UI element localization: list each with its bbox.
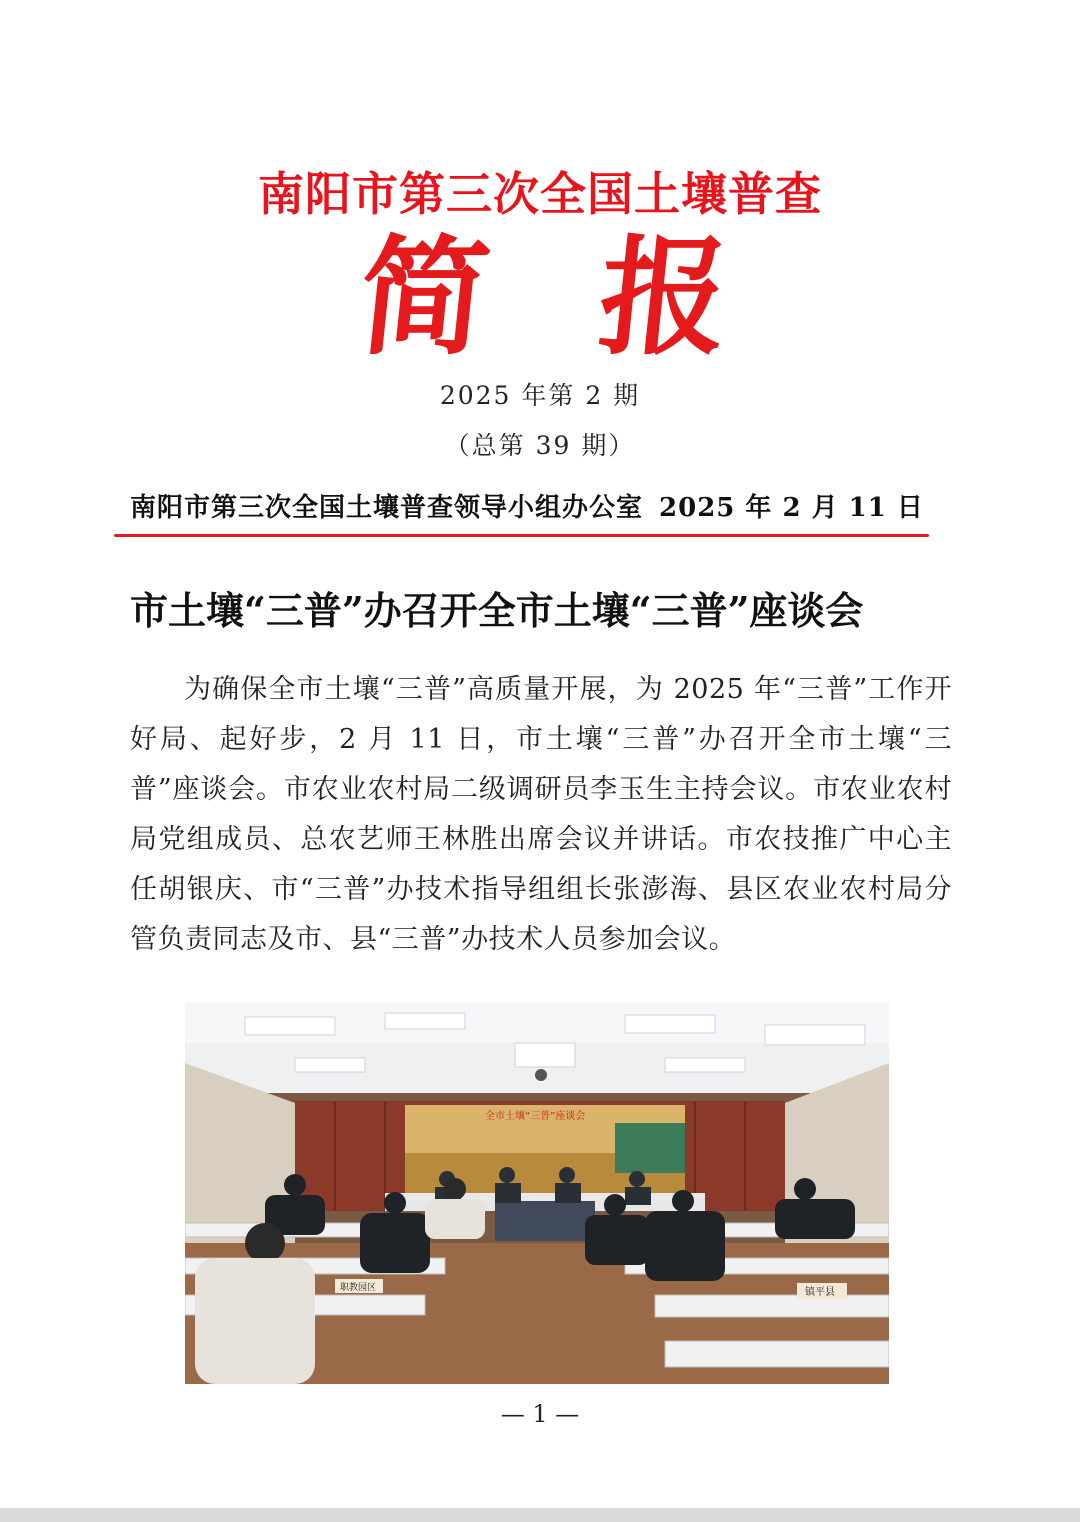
photo-placard-right: 镇平县 [805,1287,835,1298]
masthead-bao-character: 报 [592,223,736,373]
issue-number: 2025 年第 2 期 [439,381,641,410]
photo-banner-text: 全市土壤“三普”座谈会 [485,1111,586,1122]
publish-date: 2025 年 2 月 11 日 [659,493,924,523]
masthead-jian-character: 简 [352,223,496,373]
viewer-bottom-bar [0,1508,1080,1522]
meeting-photo [185,1003,889,1384]
photo-placard-left: 职教园区 [340,1283,377,1293]
article-body: 为确保全市土壤“三普”高质量开展，为 2025 年“三普”工作开好局、起好步，2 月 11 日，市土壤“三普”办召开全市土壤“三普”座谈会。市农业农村局二级调研员李玉生主持会议。市农业农村局党组成员、总农艺师王林胜出席会议并讲话。市农技推广中心主任胡银庆、市“三普”办技术指导组组长张澎海、县区农业农村局分管负责同志及市、县“三普”办技术人员参加会议。 [130,674,952,955]
publisher-office: 南阳市第三次全国土壤普查领导小组办公室 [130,493,644,523]
page-number: — 1 — [500,1400,580,1428]
red-divider-rule [114,534,929,537]
total-issue-number: （总第 39 期） [444,431,636,460]
publisher-line [130,487,950,524]
masthead-title: 南阳市第三次全国土壤普查 [258,167,822,221]
article-title: 市土壤“三普”办召开全市土壤“三普”座谈会 [130,588,864,633]
